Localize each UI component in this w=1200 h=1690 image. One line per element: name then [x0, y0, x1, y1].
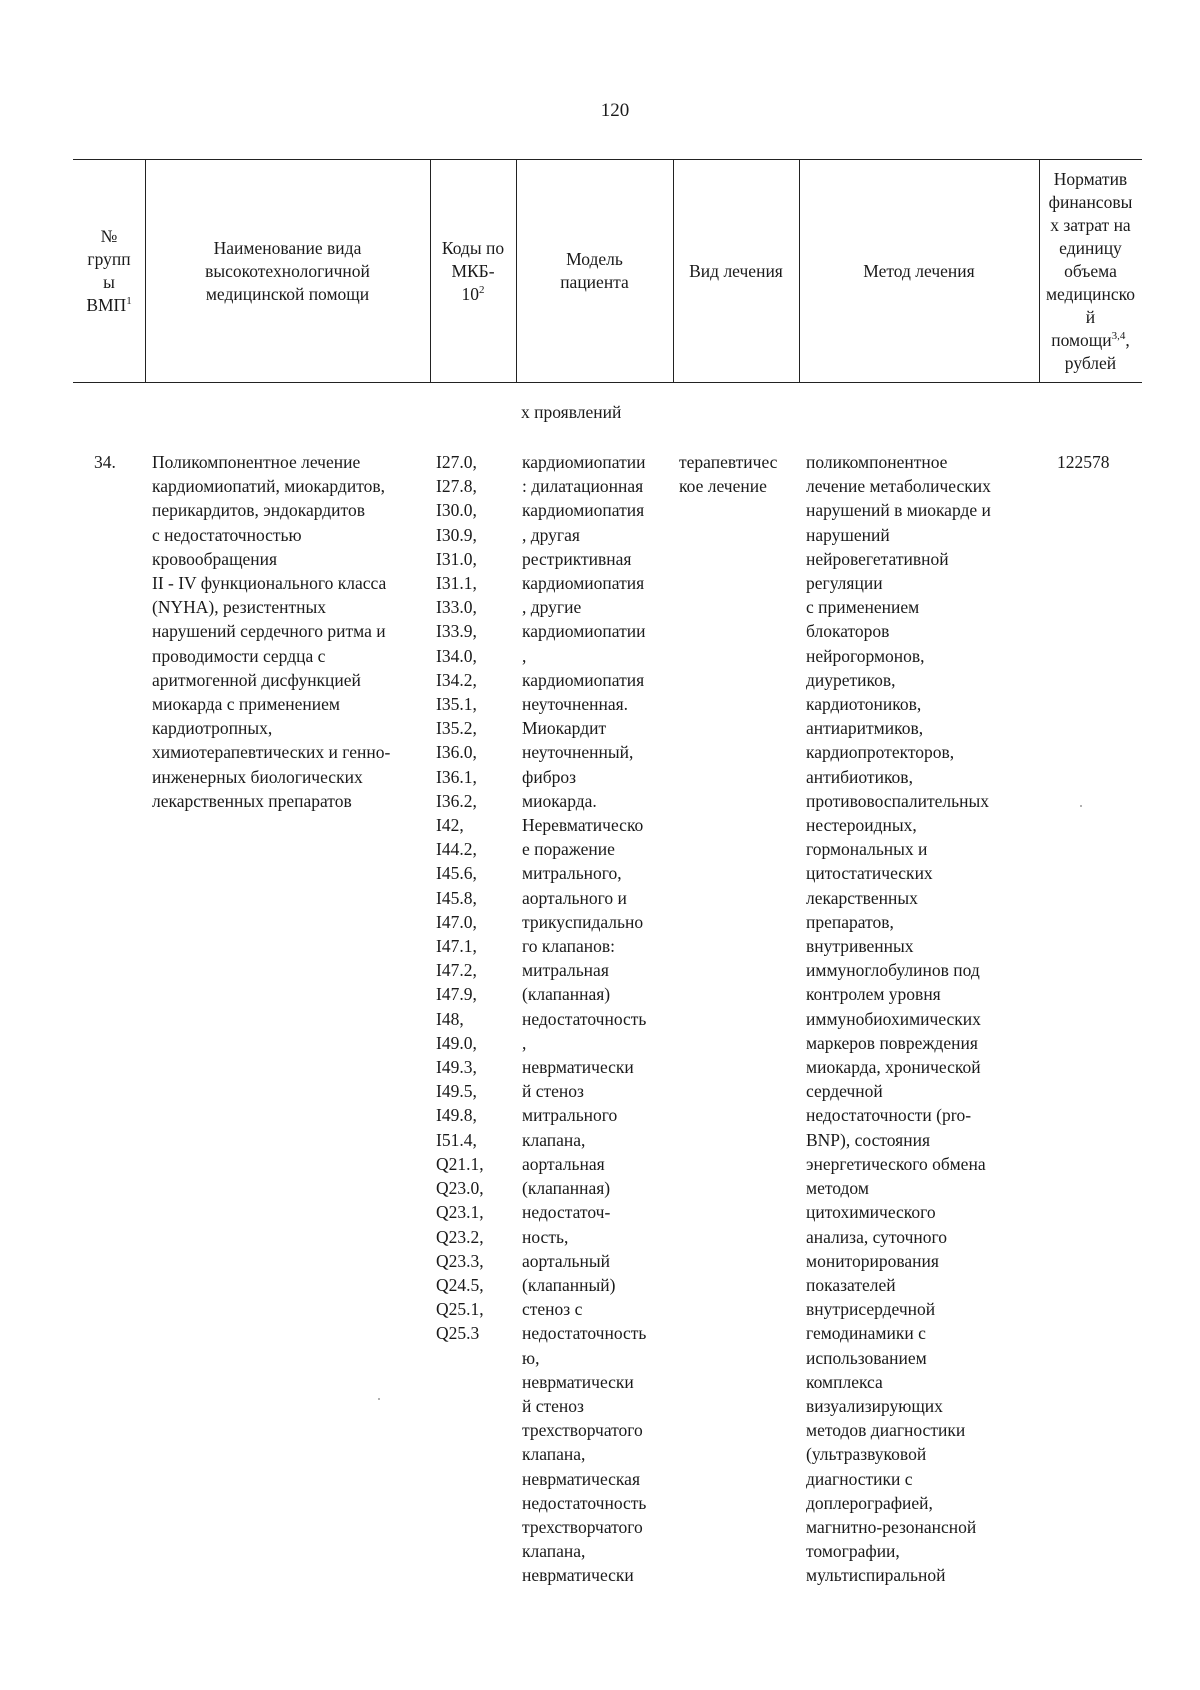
- row-financial-norm: 122578: [1057, 452, 1110, 472]
- table-header: [73, 159, 1142, 383]
- header-care-type: Наименование вида высокотехнологичной медицинской помощи: [205, 237, 370, 304]
- row-treatment-method: поликомпонентное лечение метаболических нарушений в миокарде и нарушений нейровегетативной регуляции с применением блокаторов нейрогормонов, диуретиков, кардиотоников, антиаритмиков, кардиопротекторов, антибиотиков, противовоспалительных нестероидных, гормональных и цитостатических лекарственных препаратов, внутривенных иммуноглобулинов под контролем уровня иммунобиохимических маркеров повреждения миокарда, хронической сердечной недостаточности (pro- BNP), состояния энергетического обмена методом цитохимического анализа, суточного мониторирования показателей внутрисердечной гемодинамики с использованием комплекса визуализирующих методов диагностики (ультразвуковой диагностики с доплерографией, магнитно-резонансной томографии, мультиспиральной: [806, 452, 991, 1586]
- header-patient-model: Модель пациента: [560, 249, 629, 292]
- row-care-type: Поликомпонентное лечение кардиомиопатий, миокардитов, перикардитов, эндокардитов с недостаточностью кровообращения II - IV функционального класса (NYHA), резистентных нарушений сердечного ритма и проводимости сердца с аритмогенной дисфункцией миокарда с применением кардиотропных, химиотерапевтических и генно- инженерных биологических лекарственных препаратов: [152, 452, 391, 811]
- header-icd-codes: Коды по МКБ- $10^2$: [441, 237, 505, 304]
- header-treatment-type: Вид лечения: [689, 260, 783, 281]
- continuation-text: х проявлений: [521, 402, 622, 422]
- row-icd-codes: I27.0, I27.8, I30.0, I30.9, I31.0, I31.1, I33.0, I33.9, I34.0, I34.2, I35.1, I35.2, I36.0, I36.1, I36.2, I42, I44.2, I45.6, I45.8, I47.0, I47.1, I47.2, I47.9, I48, I49.0, I49.3, I49.5, I49.8, I51.4, Q21.1, Q23.0, Q23.1, Q23.2, Q23.3, Q24.5, Q25.1, Q25.3: [436, 452, 484, 1344]
- scan-speck: [1080, 805, 1082, 807]
- header-financial-norm: Норматив финансовы х затрат на единицу объема медицинско й помощи$^{3,4}$, рублей: [1045, 168, 1136, 373]
- header-treatment-method: Метод лечения: [863, 260, 975, 281]
- header-group-number: № групп ы ВМП$^1$: [86, 226, 132, 315]
- scan-speck: [378, 1398, 380, 1400]
- row-group-number: 34.: [94, 452, 116, 472]
- row-patient-model: кардиомиопатии : дилатационная кардиомиопатия , другая рестриктивная кардиомиопатия , другие кардиомиопатии , кардиомиопатия неуточненная. Миокардит неуточненный, фиброз миокарда. Неревматическо е поражение митрального, аортального и трикуспидально го клапанов: митральная (клапанная) недостаточность , неврматически й стеноз митрального клапана, аортальная (клапанная) недостаточ- ность, аортальный (клапанный) стеноз с недостаточность ю, неврматически й стеноз трехстворчатого клапана, неврматическая недостаточность трехстворчатого клапана, неврматически: [522, 452, 647, 1586]
- page-number: 120: [600, 100, 630, 121]
- row-treatment-type: терапевтичес кое лечение: [679, 452, 778, 497]
